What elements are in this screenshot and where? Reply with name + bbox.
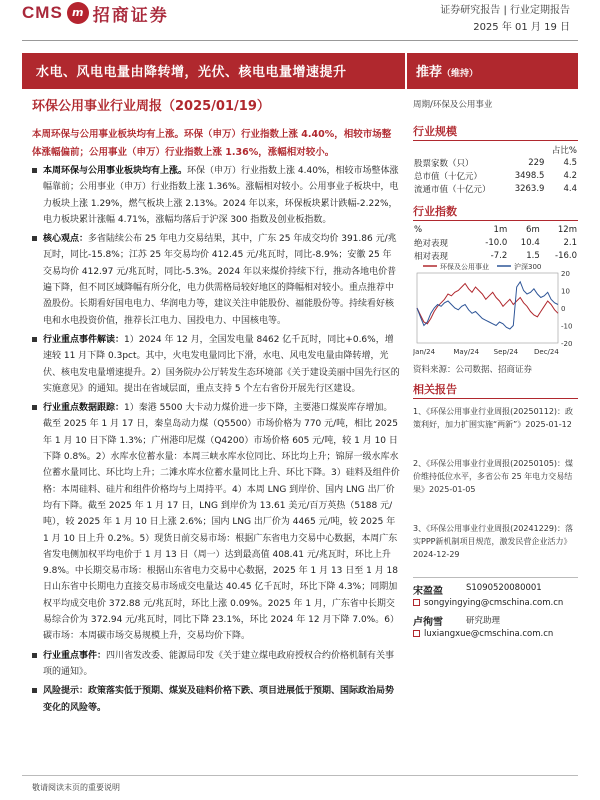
bullet-item	[32, 683, 400, 716]
scale-divider	[413, 140, 578, 141]
y-tick-label: 10	[561, 287, 570, 296]
bullet-heading: 核心观点：	[43, 234, 89, 245]
table-row: 股票家数（只） 229 4.5	[414, 157, 577, 169]
logo-mark: m	[67, 2, 89, 24]
table-row: 流通市值（十亿元） 3263.9 4.4	[414, 183, 577, 195]
bullet-heading: 本周环保与公用事业板块均有上涨。	[43, 166, 188, 176]
header-divider	[22, 40, 578, 41]
legend-label: 沪深300	[514, 263, 542, 271]
x-tick-label: May/24	[453, 348, 480, 356]
logo-en: CMS	[22, 3, 63, 22]
y-tick-label: -10	[561, 322, 573, 331]
index-divider	[413, 220, 578, 221]
x-tick-label: Dec/24	[534, 348, 559, 356]
related-divider	[413, 398, 578, 399]
bullet-text: 风险提示：政策落实低于预期、煤炭及硅料价格下跌、项目进展低于预期、国际政治局势变化的风险等。	[43, 686, 395, 713]
scale-section-title: 行业规模	[413, 125, 457, 138]
bullet-item	[32, 163, 400, 228]
table-row: 绝对表现 -10.0 10.4 2.1	[414, 237, 577, 249]
related-section-title: 相关报告	[413, 383, 457, 396]
logo-cn: 招商证券	[92, 5, 169, 26]
report-title: 水电、风电电量由降转增，光伏、核电电量增速提升	[36, 65, 347, 80]
series-line-1	[417, 284, 558, 324]
mail-icon	[413, 630, 420, 637]
mail-icon	[413, 599, 420, 606]
analyst-divider	[413, 577, 578, 578]
legend-label: 环保及公用事业	[440, 263, 489, 271]
abstract: 本周环保与公用事业板块均有上涨。环保（申万）行业指数上涨 4.40%，相较市场整体涨幅偏前；公用事业（申万）行业指数上涨 1.36%，涨幅相对较小。	[32, 129, 392, 158]
related-report-2[interactable]: 2、《环保公用事业行业周报(20250105)：煤价维持低位水平，多省公布 25 年电力交易结果》2025-01-05	[413, 459, 574, 494]
rating-banner	[407, 53, 578, 89]
index-chart	[413, 261, 578, 361]
analyst-id: S1090520080001	[466, 583, 542, 593]
related-report-3[interactable]: 3、《环保公用事业行业周报(20241229)：落实PPP新机制项目规范，激发民营企业活力》2024-12-29	[413, 524, 574, 559]
x-tick-label: Sep/24	[493, 348, 519, 356]
rating-sub: （维持）	[442, 69, 479, 79]
bullet-heading: 行业重点事件：	[43, 650, 107, 661]
analyst-name: 宋盈盈	[413, 586, 443, 597]
chart-frame	[417, 273, 558, 343]
footer-note: 敬请阅读末页的重要说明	[32, 783, 120, 792]
table-row: 总市值（十亿元） 3498.5 4.2	[414, 170, 577, 182]
index-chart-svg	[413, 261, 578, 361]
main-body	[32, 163, 400, 719]
bullet-item	[32, 400, 400, 644]
y-tick-label: 20	[561, 270, 570, 278]
chart-source: 资料来源：公司数据、招商证券	[413, 365, 533, 375]
assistant-name: 卢徇雪	[413, 617, 443, 628]
rating-label: 推荐（维持）	[416, 65, 479, 80]
footer-divider	[22, 775, 578, 776]
bullet-text: 环保（申万）行业指数上涨 4.40%，相较市场整体涨幅靠前；公用事业（申万）行业指数上涨 1.36%。涨幅相对较小。公用事业子板块中，电力板块上涨 1.29%，燃气板块上涨 2.13%。2024 年以来，环保板块累计跌幅-2.22%，电力板块累计涨幅 4.71%，涨幅均落后于沪深 300 指数及创业板指数。	[43, 166, 399, 225]
y-tick-label: -20	[561, 340, 573, 348]
x-tick-label: Jan/24	[413, 348, 436, 356]
header-meta	[440, 2, 570, 36]
scale-table	[413, 143, 578, 195]
y-tick-label: 0	[561, 305, 566, 313]
scale-col-header: 占比%	[551, 145, 577, 156]
report-subtitle: 环保公用事业行业周报（2025/01/19）	[32, 99, 270, 114]
bullet-item	[32, 231, 400, 329]
title-banner	[22, 53, 405, 89]
bullet-heading: 行业重点数据跟踪：	[43, 403, 125, 414]
industry-tag: 周期/环保及公用事业	[413, 100, 493, 110]
related-report-1[interactable]: 1、《环保公用事业行业周报(20250112)：政策利好，加力扩围实施“两新”》2025-01-12	[413, 407, 574, 429]
assistant-role: 研究助理	[466, 616, 501, 626]
report-date: 2025 年 01 月 19 日	[473, 22, 570, 33]
table-row: 相对表现 -7.2 1.5 -16.0	[414, 250, 577, 262]
bullet-text: 四川省发改委、能源局印发《关于建立煤电政府授权合约价格机制有关事项的通知》。	[43, 650, 395, 677]
bullet-heading: 行业重点事件解读：	[43, 334, 125, 345]
assistant-email[interactable]: luxiangxue@cmschina.com.cn	[413, 629, 553, 639]
analyst-email[interactable]: songyingying@cmschina.com.cn	[413, 598, 563, 608]
brand-logo	[22, 0, 169, 26]
index-section-title: 行业指数	[413, 205, 457, 218]
performance-table: % 1m 6m 12m 绝对表现 -10.0 10.4 2.1 相对表现 -7.2 1.5 -16.0	[414, 224, 577, 262]
bullet-text: 1）秦港 5500 大卡动力煤价进一步下降，主要港口煤炭库存增加。截至 2025 年 1 月 17 日，秦皇岛动力煤（Q5500）市场价格为 770 元/吨，相比 2025 年 1 月 10 日下降 1.3%；广州港印尼煤（Q4200）市场价格 605 元/吨，较 1 月 10 日下降 0.8%。2）水库水位蓄水量：本周三峡水库水位同比、环比均上升；锦屏一级水库水位蓄水量同比、环比均上升；二滩水库水位蓄水量同比上升、环比下降。3）硅料及组件价格：本周硅料、硅片和组件价格均与上周持平。4）本周 LNG 到岸价、国内 LNG 出厂价均有下降。截至 2025 年 1 月 17 日，LNG 到岸价为 13.61 美元/百万英热（5188 元/吨），较 2025 年 1 月 10 日上涨 2.6%；国内 LNG 出厂价为 4465 元/吨，较 2025 年 1 月 10 日上升 0.2%。5）现货日前交易市场：根据广东省电力交易中心数据，本周广东省发电侧加权平均电价于 1 月 13 日（周一）达到最高值 408.41 元/兆瓦时，环比上升 9.8%。中长期交易市场：根据山东省电力交易中心数据，2025 年 1 月 13 日至 1 月 18 日山东省中长期电力直接交易市场成交电量达 40.45 亿千瓦时，环比下降 4.3%；同期加权平均成交电价 372.88 元/兆瓦时，环比上涨 0.09%。2025 年 1 月，广东省中长期交易综合价为 372.94 元/兆瓦时，同比下降 23.1%，环比 2024 年 12 月下降 7.0%。6）碳市场：本周碳市场交易规模上升，交易均价下降。	[43, 403, 400, 642]
bullet-text: 多省陆续公布 25 年电力交易结果，其中，广东 25 年成交均价 391.86 元/兆瓦时，同比-15.8%；江苏 25 年交易均价 412.45 元/兆瓦时，同比-8.9%；安徽 25 年交易均价 412.97 元/兆瓦时，同比-5.3%。2024 年以来煤价持续下行，推动各地电价普遍下降，但不同区域降幅有所分化，电力供需格局较好地区的降幅相对较小。重点推荐中盈股份。长期看好国电电力、华润电力等，建议关注申能股份、福能股份等。持续看好核电和水电投资价值，推荐长江电力、国投电力、中国核电等。	[43, 234, 397, 326]
bullet-item	[32, 332, 400, 397]
bullet-item	[32, 648, 400, 681]
bullet-text: 1）2024 年 12 月，全国发电量 8462 亿千瓦时，同比+0.6%，增速较 11 月下降 0.3pct。其中，火电发电量同比下滑，水电、风电发电量由降转增，光伏、核电发电量增速提升。2）国务院办公厅转发生态环境部《关于建设美丽中国先行区的实施意见》的通知。提出在省域层面，重点支持 5 个左右省份开展先行区建设。	[43, 334, 400, 394]
report-type: 证券研究报告 | 行业定期报告	[440, 5, 570, 16]
